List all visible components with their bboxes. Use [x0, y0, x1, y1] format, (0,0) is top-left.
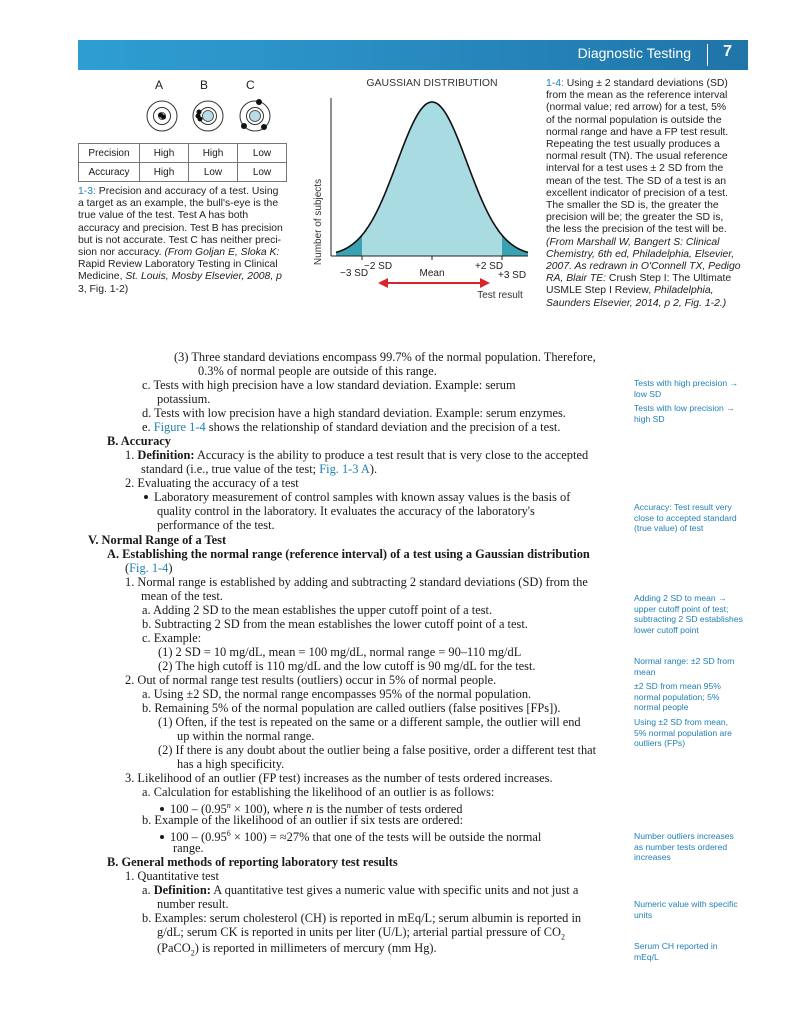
caption-number: 1-3: [78, 186, 96, 197]
figure-1-4-caption [546, 78, 756, 310]
margin-note: Normal range: ±2 SD from mean [634, 656, 735, 677]
caption-text: from the mean as the reference interval [546, 90, 728, 102]
label-minus2-sd: −2 SD [364, 261, 393, 272]
body-line: b. Subtracting 2 SD from the mean establishes the lower cutoff point of a test. [142, 617, 528, 631]
caption-text: interval for a test uses ± 2 SD from the [546, 163, 724, 175]
body-line: range. [173, 841, 204, 855]
table-cell: Low [238, 163, 287, 182]
caption-text: normal result (TN). The usual reference [546, 151, 728, 163]
body-line: 0.3% of normal people are outside of this range. [198, 364, 437, 378]
caption-text: but is not accurate. Test C has neither preci- [78, 234, 282, 246]
label-plus2-sd: +2 SD [475, 261, 504, 272]
figure-1-3a-link[interactable]: Fig. 1-3 A [319, 462, 370, 476]
body-line: e. Figure 1-4 shows the relationship of standard deviation and the precision of a test. [142, 420, 561, 434]
label-plus3-sd: +3 SD [498, 270, 527, 281]
caption-citation: (From Marshall W, Bangert S: Clinical [546, 236, 720, 248]
body-line: 1. Quantitative test [125, 869, 219, 883]
caption-citation: St. Louis, Mosby Elsevier, 2008, p [125, 271, 282, 283]
caption-text: Precision and accuracy of a test. Using [95, 186, 279, 197]
caption-text: precision will be; the greater the SD is, [546, 212, 724, 224]
margin-note: ±2 SD from mean 95% normal population; 5% normal people [634, 681, 721, 713]
body-line: 2. Out of normal range test results (outliers) occur in 5% of normal people. [125, 673, 497, 687]
figure-title: GAUSSIAN DISTRIBUTION [366, 77, 498, 89]
body-line: (Fig. 1-4) [125, 561, 173, 575]
body-line: a. Adding 2 SD to the mean establishes the upper cutoff point of a test. [142, 603, 493, 617]
target-label-a: A [155, 78, 164, 92]
caption-text: Repeating the test usually produces a [546, 139, 720, 151]
header-title: Diagnostic Testing [577, 45, 691, 61]
arrow-head-left [378, 278, 388, 288]
table-cell: High [140, 144, 189, 163]
caption-citation: (From Goljan E, Sloka K: [164, 247, 280, 259]
body-line: b. Example of the likelihood of an outlier if six tests are ordered: [142, 813, 464, 827]
caption-text: a target as an example, the bull's-eye is the [78, 198, 279, 210]
header-divider [707, 44, 708, 66]
bullet-item: Laboratory measurement of control samples with known assay values is the basis of [144, 490, 570, 504]
body-line: c. Example: [142, 631, 202, 645]
bullet [160, 835, 164, 839]
body-line: 1. Definition: Accuracy is the ability to produce a test result that is very close to the accepted [125, 448, 589, 462]
bullet [144, 495, 148, 499]
target-label-b: B [200, 78, 209, 92]
caption-text: accuracy and precision. Test B has precision [78, 222, 283, 234]
margin-note: Numeric value with specific units [634, 899, 738, 920]
label-mean: Mean [419, 268, 445, 279]
caption-text: 3, Fig. 1-2) [78, 283, 129, 295]
caption-citation: 2007. As redrawn in O'Connell TX, Pedigo [546, 261, 741, 273]
caption-text: The smaller the SD is, the greater the [546, 200, 719, 212]
body-line: quality control in the laboratory. It evaluates the accuracy of the laboratory's [157, 504, 535, 518]
body-line: g/dL; serum CK is reported in units per liter (U/L); arterial partial pressure of $CO_2$ [157, 925, 565, 942]
table-cell: Low [189, 163, 238, 182]
caption-text: excellent indicator of precision of a test. [546, 187, 728, 199]
body-line: (PaCO$_2$) is reported in millimeters of mercury (mm Hg). [157, 941, 437, 958]
body-line: a. Calculation for establishing the likelihood of an outlier is as follows: [142, 785, 495, 799]
margin-note: Using ±2 SD from mean, 5% normal population are outliers (FPs) [634, 717, 732, 749]
body-line: has a high specificity. [177, 757, 285, 771]
caption-text: Medicine, [78, 271, 126, 283]
section-heading: V. Normal Range of a Test [88, 533, 227, 547]
figure-1-4-link[interactable]: Figure 1-4 [153, 420, 206, 434]
caption-text: Crush Step I: The Ultimate [606, 273, 732, 285]
body-line: a. Definition: A quantitative test gives a numeric value with specific units and not just a [142, 883, 579, 897]
caption-citation: RA, Blair TE: [546, 273, 607, 285]
body-line: performance of the test. [157, 518, 275, 532]
precision-accuracy-table [78, 143, 287, 182]
margin-note: Serum CH reported in mEq/L [634, 941, 718, 962]
x-axis-label: Test result [477, 290, 523, 301]
table-cell: Precision [79, 144, 140, 163]
figure-1-4-gaussian [300, 72, 540, 304]
caption-text: normal range and have a FP test result. [546, 126, 729, 138]
label-minus3-sd: −3 SD [340, 268, 369, 279]
caption-citation: Saunders Elsevier, 2014, p 2, Fig. 1-2.) [546, 297, 727, 309]
body-line: mean of the test. [141, 589, 223, 603]
caption-text: (normal value; red arrow) for a test, 5% [546, 102, 727, 114]
target-label-c: C [246, 78, 255, 92]
body-line: number result. [157, 897, 229, 911]
page-header [78, 40, 748, 70]
figure-1-3-caption [78, 186, 288, 296]
page-number: 7 [723, 43, 732, 60]
body-line: b. Examples: serum cholesterol (CH) is reported in mEq/L; serum albumin is reported in [142, 911, 582, 925]
body-line: potassium. [157, 392, 211, 406]
body-line: 2. Evaluating the accuracy of a test [125, 476, 299, 490]
margin-note: Number outliers increases as number tests ordered increases [634, 831, 734, 863]
body-line: (3) Three standard deviations encompass 99.7% of the normal population. Therefore, [174, 350, 596, 364]
bullet-item: $100 - (0.95^n \times 100)$, where n is the number of tests ordered [160, 799, 463, 816]
caption-text: Rapid Review Laboratory Testing in Clinical [78, 259, 278, 271]
table-row [79, 163, 287, 182]
body-line: c. Tests with high precision have a low standard deviation. Example: serum [142, 378, 516, 392]
figure-1-4-link[interactable]: Fig. 1-4 [129, 561, 169, 575]
caption-text: the less the precision of the test will be. [546, 224, 727, 236]
body-line: (2) If there is any doubt about the outlier being a false positive, order a different test that [158, 743, 597, 757]
caption-number: 1-4: [546, 78, 564, 89]
body-line: a. Using ±2 SD, the normal range encompasses 95% of the normal population. [142, 687, 532, 701]
section-heading: B. General methods of reporting laboratory test results [107, 855, 398, 869]
caption-text: USMLE Step I Review, [546, 285, 654, 297]
caption-text: true value of the test. Test A has both [78, 210, 249, 222]
margin-note: Accuracy: Test result very close to accepted standard (true value) of test [634, 502, 737, 534]
body-line: (1) Often, if the test is repeated on the same or a different sample, the outlier will end [158, 715, 581, 729]
y-axis-label: Number of subjects [313, 178, 324, 266]
section-heading: B. Accuracy [107, 434, 172, 448]
body-line: up within the normal range. [177, 729, 315, 743]
table-row [79, 144, 287, 163]
caption-text: sion nor accuracy. [78, 247, 165, 259]
body-line: (1) 2 SD = 10 mg/dL, mean = 100 mg/dL, normal range = 90–110 mg/dL [158, 645, 522, 659]
table-cell: Low [238, 144, 287, 163]
target-a [147, 101, 177, 131]
bullet [160, 807, 164, 811]
figure-1-3-targets [140, 76, 290, 138]
body-line: 3. Likelihood of an outlier (FP test) increases as the number of tests ordered increases. [125, 771, 553, 785]
margin-note: Adding 2 SD to mean → upper cutoff point of test; subtracting 2 SD establishes lower cutoff point [634, 593, 743, 635]
caption-text: Using ± 2 standard deviations (SD) [563, 78, 728, 89]
table-cell: High [140, 163, 189, 182]
margin-note: Tests with high precision → low SD [634, 378, 739, 399]
bullet-item: $100 - (0.95^6 \times 100) = \approx 27\%$ that one of the tests will be outside the normal [160, 827, 541, 844]
body-line: 1. Normal range is established by adding and subtracting 2 standard deviations (SD) from the [125, 575, 588, 589]
margin-note: Tests with low precision → high SD [634, 403, 735, 424]
body-line: standard (i.e., true value of the test; Fig. 1-3 A). [141, 462, 378, 476]
body-line: d. Tests with low precision have a high standard deviation. Example: serum enzymes. [142, 406, 566, 420]
arrow-head-right [480, 278, 490, 288]
caption-text: of the normal population is outside the [546, 114, 722, 126]
table-cell: Accuracy [79, 163, 140, 182]
body-line: (2) The high cutoff is 110 mg/dL and the low cutoff is 90 mg/dL for the test. [158, 659, 536, 673]
caption-citation: Philadelphia, [654, 285, 714, 297]
table-cell: High [189, 144, 238, 163]
target-c [240, 99, 270, 131]
body-line: b. Remaining 5% of the normal population are called outliers (false positives [FPs]). [142, 701, 561, 715]
caption-text: mean of the test. The SD of a test is an [546, 175, 727, 187]
section-heading: A. Establishing the normal range (reference interval) of a test using a Gaussian distribution [107, 547, 590, 561]
target-b [193, 101, 223, 131]
caption-citation: Chemistry, 6th ed, Philadelphia, Elsevier, [546, 248, 735, 260]
